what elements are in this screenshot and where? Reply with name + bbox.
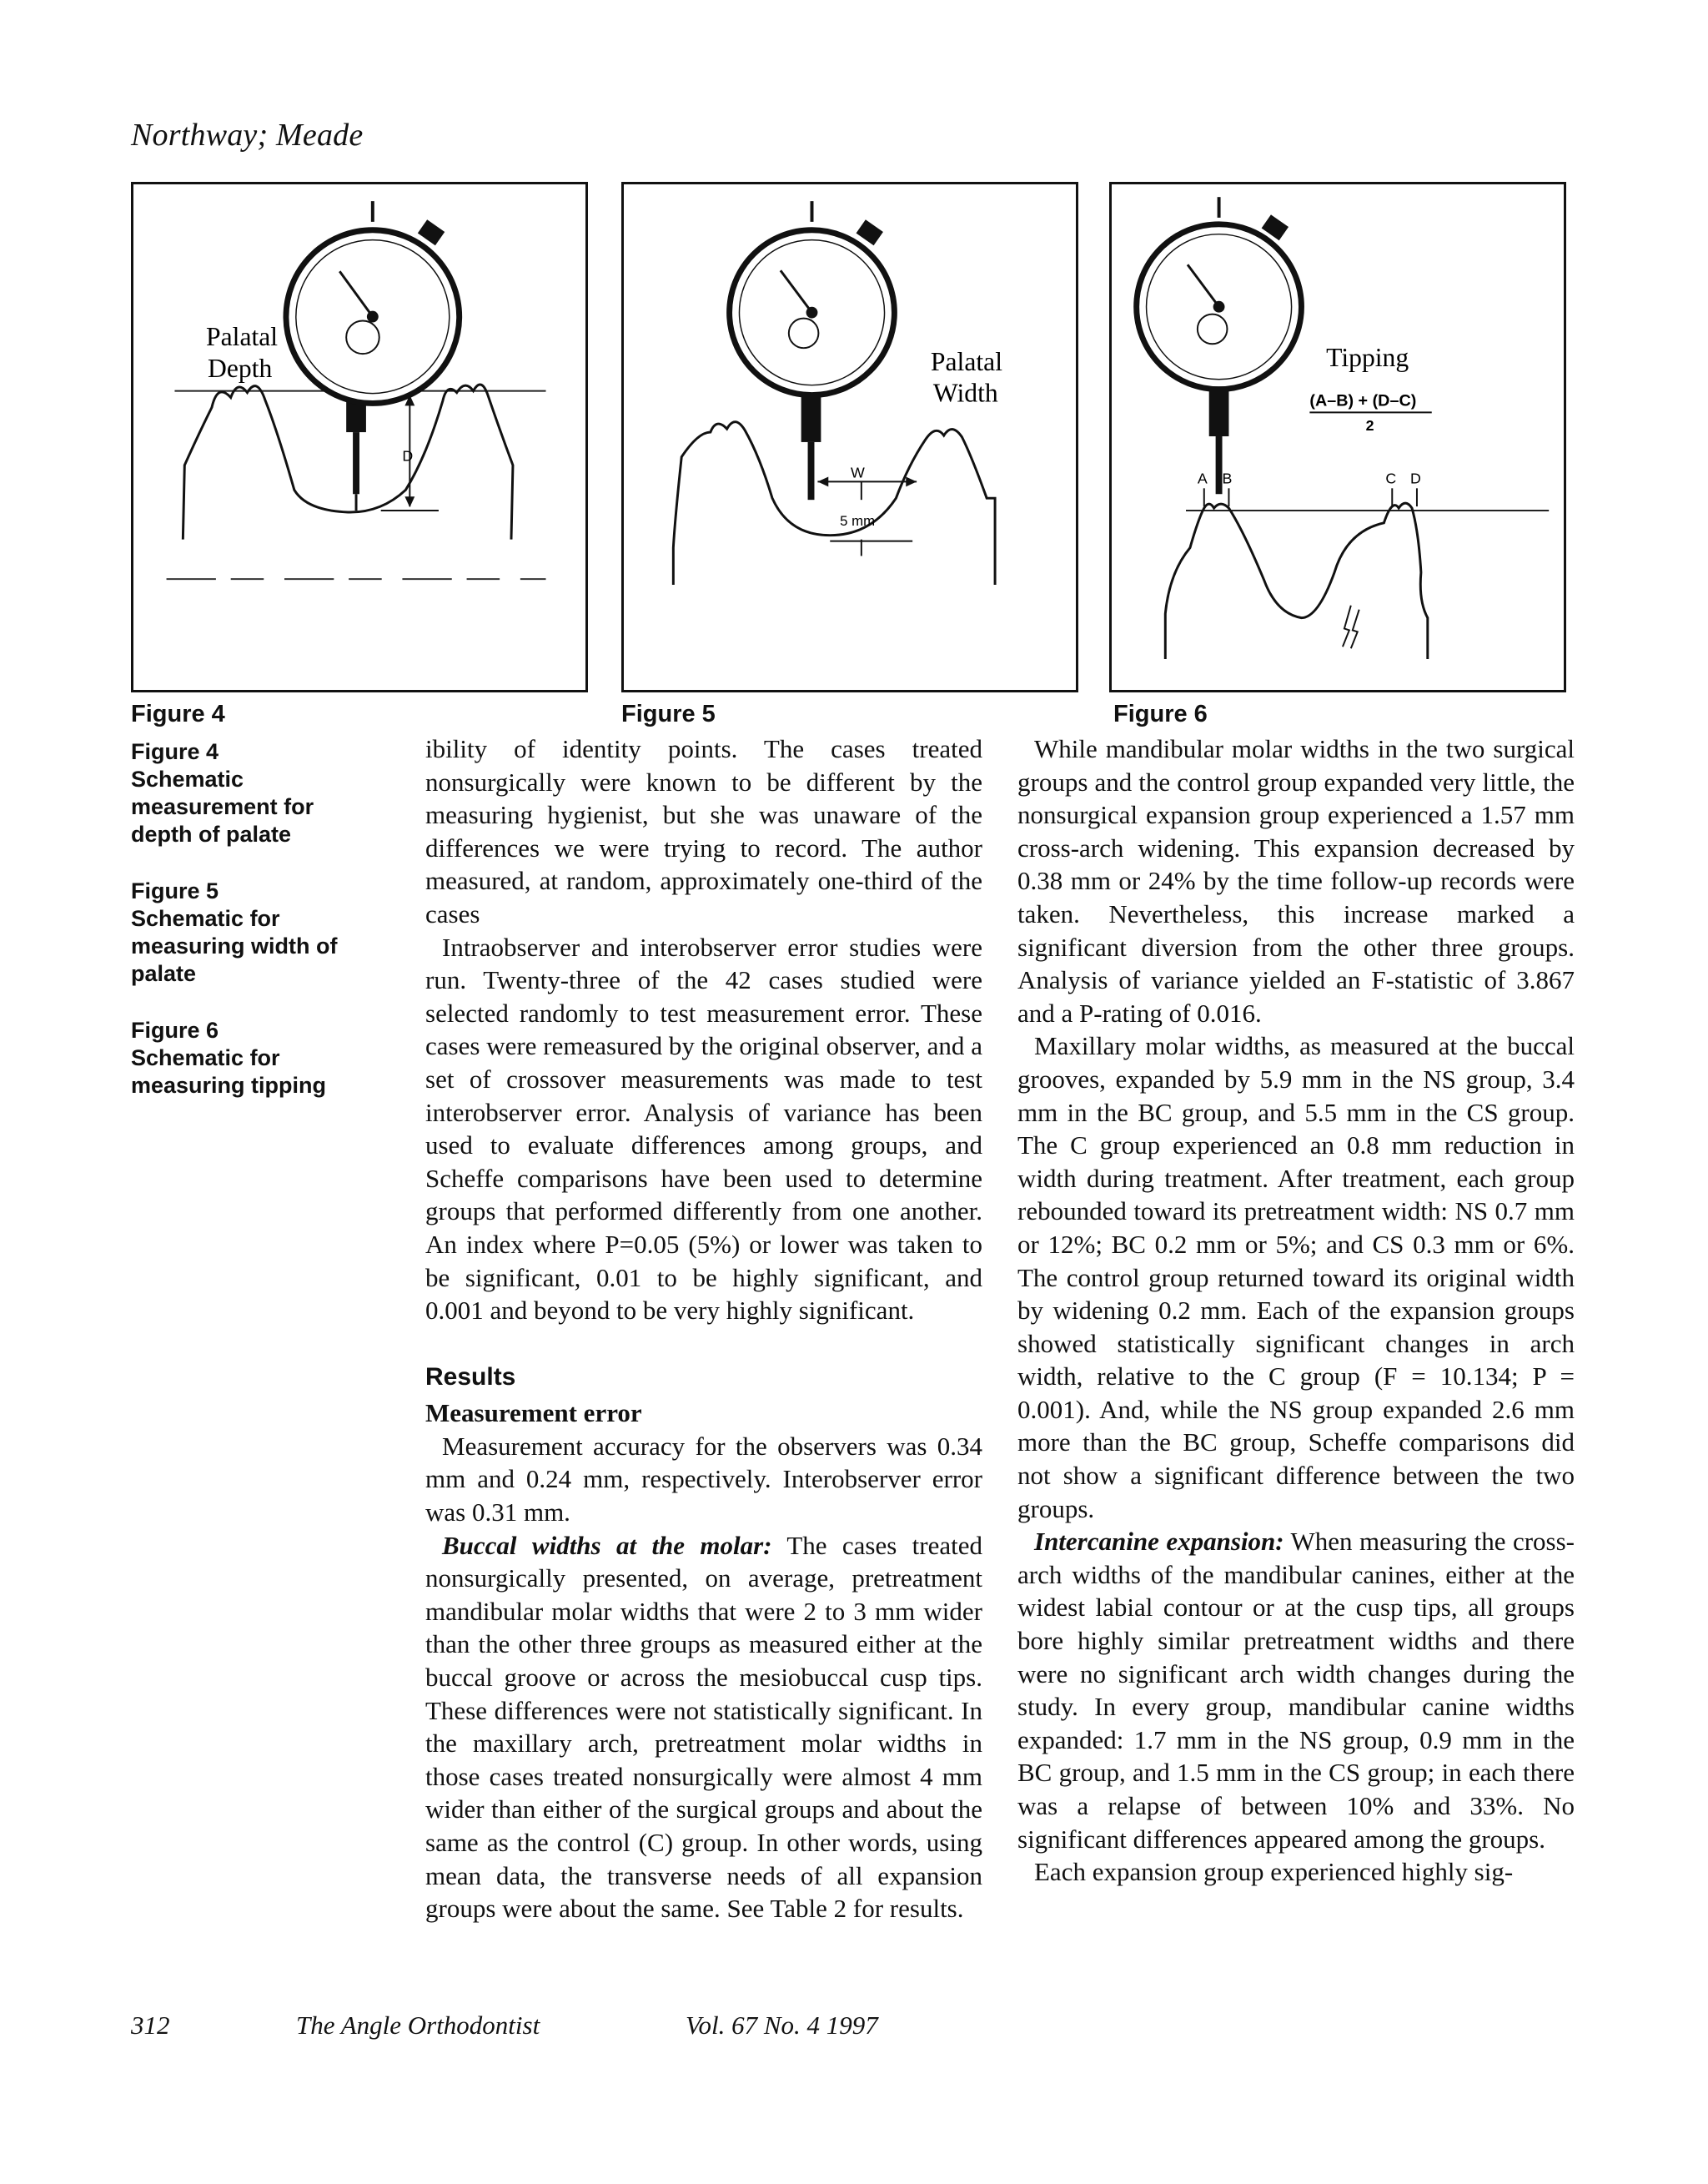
figure-captions-sidebar — [131, 738, 356, 1129]
paragraph: Maxillary molar widths, as measured at the buccal grooves, expanded by 5.9 mm in the NS group, 3.4 mm in the BC group, and 5.5 mm in the CS group. The C group experienced an 0.8 mm reduction in width during treatment. After treatment, each group rebounded toward its pretreatment width: NS 0.7 mm or 12%; BC 0.2 mm or 5%; and CS 0.3 mm or 6%. The control group returned toward its original width by widening 0.2 mm. Each of the expansion groups showed statistically significant changes in arch width, relative to the C group (F = 10.134; P = 0.001). And, while the NS group expanded 2.6 mm more than the BC group, Scheffe comparisons did not show a significant difference between the two groups. — [1017, 1031, 1575, 1523]
body-column-middle — [425, 732, 982, 1925]
figure-6-formula: (A–B) + (D–C) — [1309, 391, 1417, 410]
paragraph: Intraobserver and interobserver error studies were run. Twenty-three of the 42 cases studied were selected randomly to test measurement error. These cases were remeasured by the original observer, and a set of crossover measurements was made to test interobserver error. Analysis of variance has been used to evaluate differences among groups, and Scheffe comparisons have been used to determine groups that performed differently from one another. An index where P=0.05 (5%) or lower was taken to be significant, 0.01 to be highly significant, and 0.001 and beyond to be very highly significant. — [425, 932, 982, 1326]
figure-6-diagram — [1109, 182, 1566, 692]
caption-figure-4 — [131, 738, 356, 848]
figure-5-width: Width — [932, 378, 998, 408]
figure-5-w-label: W — [850, 464, 865, 481]
run-in-heading: Intercanine expansion: — [1034, 1527, 1284, 1557]
paragraph-text: The cases treated nonsurgically presented, on average, pretreatment mandibular molar widths that were 2 to 3 mm wider than the other three groups as measured either at the buccal groove or across the mesiobuccal cusp tips. These differences were not statistically significant. In the maxillary arch, pretreatment molar widths in those cases treated nonsurgically were almost 4 mm wider than either of the surgical groups and about the same as the control (C) group. In other words, using mean data, the transverse needs of all expansion groups were about the same. See Table 2 for results. — [425, 1530, 982, 1924]
figure-6-tipping: Tipping — [1326, 342, 1409, 372]
paragraph: ibility of identity points. The cases treated nonsurgically were known to be different by the measuring hygienist, but she was unaware of the differences we were trying to record. The author measured, at random, approximately one-third of the cases — [425, 734, 982, 928]
caption-figure-4-label: Figure 4 — [131, 739, 219, 764]
journal-volume: Vol. 67 No. 4 1997 — [686, 2010, 878, 2040]
figure-5-palatal: Palatal — [930, 346, 1002, 376]
figure-6-label: Figure 6 — [1113, 701, 1208, 727]
figure-4-svg — [133, 184, 585, 690]
caption-figure-4-text: Schematic measurement for depth of palate — [131, 767, 314, 847]
paragraph — [1017, 1525, 1575, 1855]
figure-6-denominator: 2 — [1365, 417, 1374, 435]
figure-4-palatal: Palatal — [206, 322, 279, 352]
paragraph — [425, 1529, 982, 1925]
figure-5-5mm-label: 5 mm — [840, 512, 876, 529]
journal-name: The Angle Orthodontist — [296, 2010, 540, 2040]
figure-4-label: Figure 4 — [131, 701, 225, 727]
paragraph: Measurement accuracy for the observers was 0.34 mm and 0.24 mm, respectively. Interobserver error was 0.31 mm. — [425, 1431, 982, 1527]
figure-4-d-label: D — [402, 447, 414, 465]
paragraph-text: When measuring the cross-arch widths of the mandibular canines, either at the widest labial contour or at the cusp tips, all groups bore highly similar pretreatment widths and there were no significant arch width changes during the study. In every group, mandibular canine widths expanded: 1.7 mm in the NS group, 0.9 mm in the BC group, and 1.5 mm in the CS group; in each there was a relapse of between 10% and 33%. No significant differences appeared among the groups. — [1017, 1527, 1575, 1854]
figure-4-diagram — [131, 182, 588, 692]
page-number: 312 — [131, 2010, 170, 2040]
figure-6-b-label: B — [1222, 470, 1233, 487]
caption-figure-6 — [131, 1017, 356, 1100]
figure-5-svg — [624, 184, 1076, 690]
section-heading-results: Results — [425, 1362, 516, 1391]
figure-4-depth: Depth — [208, 353, 273, 383]
figure-6-d-label: D — [1410, 470, 1421, 487]
figure-6-c-label: C — [1385, 470, 1397, 487]
caption-figure-5-label: Figure 5 — [131, 878, 219, 903]
figure-6-svg — [1112, 184, 1564, 690]
figure-6-a-label: A — [1197, 470, 1208, 487]
paragraph: While mandibular molar widths in the two surgical groups and the control group expanded very little, the nonsurgical expansion group experienced a 1.57 mm cross-arch widening. This expansion decreased by 0.38 mm or 24% by the time follow-up records were taken. Nevertheless, this increase marked a significant diversion from the other three groups. Analysis of variance yielded an F-statistic of 3.867 and a P-rating of 0.016. — [1017, 734, 1575, 1028]
running-head: Northway; Meade — [131, 118, 364, 153]
paragraph: Each expansion group experienced highly sig- — [1034, 1857, 1514, 1887]
figure-5-diagram — [621, 182, 1078, 692]
caption-figure-6-text: Schematic for measuring tipping — [131, 1045, 327, 1098]
figure-5-label: Figure 5 — [621, 701, 716, 727]
subheading-measurement-error: Measurement error — [425, 1398, 642, 1428]
caption-figure-5-text: Schematic for measuring width of palate — [131, 906, 338, 986]
body-column-right — [1017, 732, 1575, 1889]
run-in-heading: Buccal widths at the molar: — [442, 1530, 772, 1560]
caption-figure-6-label: Figure 6 — [131, 1018, 219, 1043]
caption-figure-5 — [131, 878, 356, 988]
